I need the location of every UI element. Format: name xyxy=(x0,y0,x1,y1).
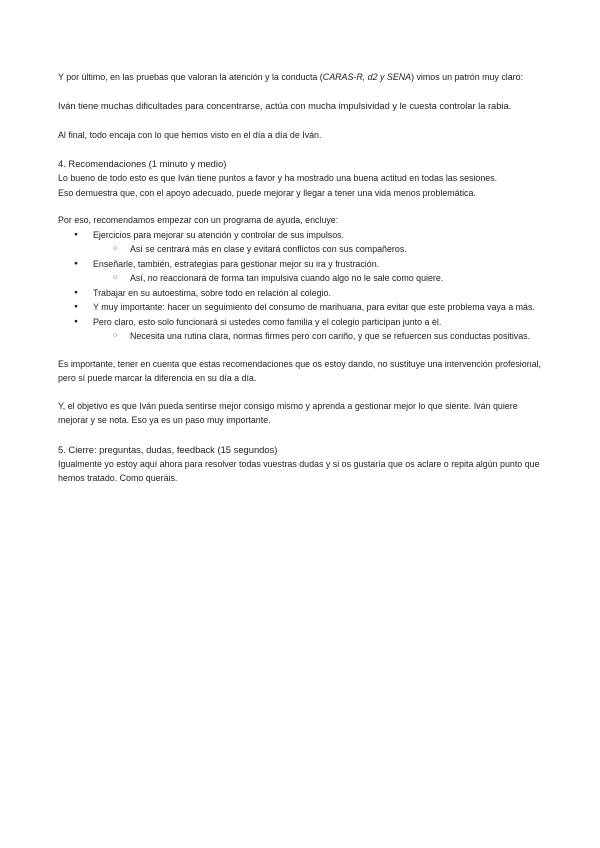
list-item xyxy=(58,286,548,301)
recommendation-list xyxy=(58,228,548,344)
recommendation-text: Y muy importante: hacer un seguimiento del consumo de marihuana, para evitar que este problema vaya a más. xyxy=(93,302,535,312)
intro-tests: CARAS-R, d2 y SENA xyxy=(322,72,412,82)
document-body xyxy=(58,70,548,486)
recommendation-text: Trabajar en su autoestima, sobre todo en relación al colegio. xyxy=(93,287,331,298)
objective-paragraph: Y, el objetivo es que Iván pueda sentirse mejor consigo mismo y aprenda a gestionar mejor lo que siente. Iván quiere mejorar y se nota. Eso ya es un paso muy importante. xyxy=(58,400,518,425)
list-item xyxy=(58,300,548,315)
intro-text-a: Y por último, en las pruebas que valoran la atención y la conducta ( xyxy=(58,72,323,82)
note-paragraph: Es importante, tener en cuenta que estas recomendaciones que os estoy dando, no sustituye una intervención profesional, pero sí puede marcar la diferencia en su día a día. xyxy=(58,358,542,383)
section5-para: Igualmente yo estoy aquí ahora para resolver todas vuestras dudas y si os gustaría que os aclare o repita algún punto que hemos tratado. Como queráis. xyxy=(58,458,540,483)
sub-list xyxy=(93,242,548,257)
sub-list-item: ○ Necesita una rutina clara, normas firmes pero con cariño, y que se refuercen sus conductas positivas. xyxy=(93,329,548,344)
section5-heading: 5. Cierre: preguntas, dudas, feedback (15 segundos) xyxy=(58,443,278,455)
list-intro: Por eso, recomendamos empezar con un programa de ayuda, encluye: xyxy=(58,215,339,225)
intro-paragraph xyxy=(58,70,548,85)
list-item xyxy=(58,315,548,344)
section4-para1: Lo bueno de todo esto es que Iván tiene puntos a favor y ha mostrado una buena actitud en todas las sesiones. xyxy=(58,173,498,183)
section4-heading: 4. Recomendaciones (1 minuto y medio) xyxy=(58,158,227,169)
sub-list xyxy=(93,329,548,344)
sub-list-item: ○ Así se centrará más en clase y evitará conflictos con sus compañeros. xyxy=(93,242,548,257)
recommendation-text: Pero claro, esto solo funcionará si ustedes como familia y el colegio participan junto a él. xyxy=(93,316,442,327)
finding-paragraph: Iván tiene muchas dificultades para concentrarse, actúa con mucha impulsividad y le cuesta controlar la rabia. xyxy=(58,100,512,111)
sub-list-item: ○ Así, no reaccionará de forma tan impulsiva cuando algo no le sale como quiere. xyxy=(93,271,548,286)
list-item xyxy=(58,228,548,257)
recommendation-text: Ejercicios para mejorar su atención y controlar de sus impulsos. xyxy=(93,229,345,240)
intro-text-b: ) vimos un patrón muy claro: xyxy=(411,72,524,82)
recommendation-text: Enseñarle, también, estrategias para gestionar mejor su ira y frustración. xyxy=(93,258,380,269)
list-item xyxy=(58,257,548,286)
conclusion-paragraph: Al final, todo encaja con lo que hemos visto en el día a día de Iván. xyxy=(58,129,322,140)
section4-para2: Eso demuestra que, con el apoyo adecuado, puede mejorar y llegar a tener una vida menos problemática. xyxy=(58,187,476,198)
sub-list xyxy=(93,271,548,286)
